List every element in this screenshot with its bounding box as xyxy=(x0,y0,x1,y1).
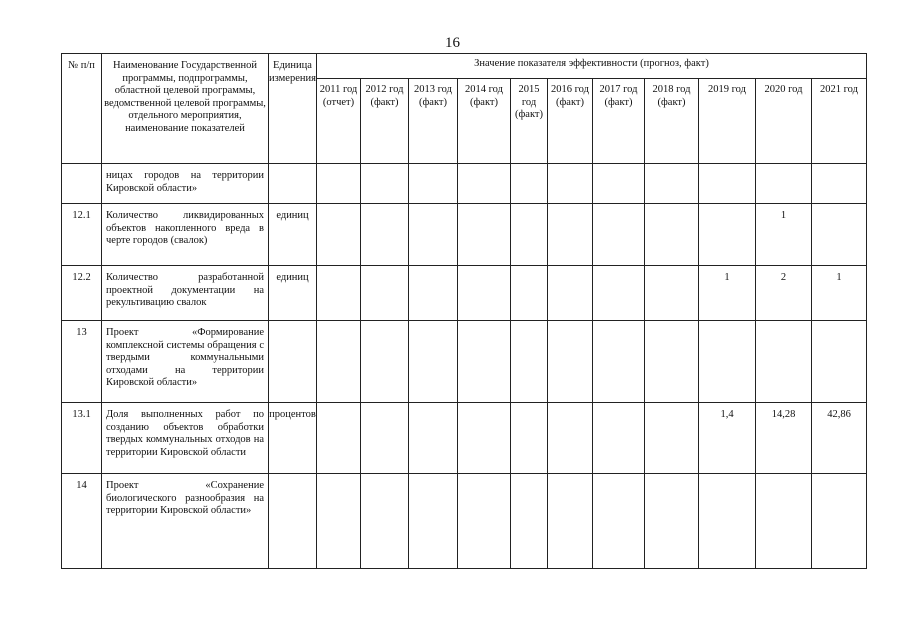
value-cell xyxy=(458,403,511,474)
value-cell xyxy=(699,321,756,403)
value-cell xyxy=(548,321,593,403)
value-cell xyxy=(409,164,458,204)
value-cell: 14,28 xyxy=(756,403,812,474)
header-year: 2016 год (факт) xyxy=(548,79,593,164)
unit-cell xyxy=(269,321,317,403)
value-cell xyxy=(409,474,458,569)
value-cell xyxy=(409,266,458,321)
indicator-name: Проект «Формирование комплексной системы обращения с твердыми коммунальными отходами на территории Кировской области» xyxy=(102,321,269,403)
row-number: 12.1 xyxy=(62,204,102,266)
row-number xyxy=(62,164,102,204)
table-row xyxy=(62,321,867,403)
value-cell: 42,86 xyxy=(812,403,867,474)
header-num: № п/п xyxy=(62,54,102,164)
value-cell xyxy=(699,474,756,569)
value-cell xyxy=(361,403,409,474)
table-row xyxy=(62,403,867,474)
value-cell xyxy=(548,164,593,204)
value-cell: 1 xyxy=(756,204,812,266)
indicator-name: Проект «Сохранение биологического разнообразия на территории Кировской области» xyxy=(102,474,269,569)
value-cell xyxy=(317,164,361,204)
indicator-name: Количество ликвидированных объектов накопленного вреда в черте городов (свалок) xyxy=(102,204,269,266)
value-cell xyxy=(511,474,548,569)
value-cell xyxy=(548,204,593,266)
value-cell xyxy=(593,164,645,204)
value-cell xyxy=(458,266,511,321)
value-cell xyxy=(812,164,867,204)
value-cell xyxy=(593,321,645,403)
table-row xyxy=(62,266,867,321)
value-cell xyxy=(317,474,361,569)
row-number: 12.2 xyxy=(62,266,102,321)
value-cell xyxy=(361,164,409,204)
value-cell xyxy=(361,321,409,403)
value-cell xyxy=(361,266,409,321)
value-cell xyxy=(756,321,812,403)
unit-cell xyxy=(269,164,317,204)
page-number: 16 xyxy=(445,35,460,51)
indicator-name: Количество разработанной проектной документации на рекультивацию свалок xyxy=(102,266,269,321)
indicator-table xyxy=(61,53,867,569)
value-cell xyxy=(511,204,548,266)
value-cell xyxy=(317,321,361,403)
value-cell xyxy=(645,403,699,474)
value-cell xyxy=(317,204,361,266)
header-year: 2021 год xyxy=(812,79,867,164)
header-year: 2011 год (отчет) xyxy=(317,79,361,164)
value-cell: 1,4 xyxy=(699,403,756,474)
header-year: 2019 год xyxy=(699,79,756,164)
header-year: 2020 год xyxy=(756,79,812,164)
value-cell xyxy=(409,321,458,403)
value-cell xyxy=(458,204,511,266)
value-cell xyxy=(645,321,699,403)
value-cell xyxy=(593,403,645,474)
value-cell: 2 xyxy=(756,266,812,321)
value-cell xyxy=(409,403,458,474)
unit-cell: единиц xyxy=(269,266,317,321)
header-year: 2017 год (факт) xyxy=(593,79,645,164)
table-row xyxy=(62,474,867,569)
indicator-name: Доля выполненных работ по созданию объектов обработки твердых коммунальных отходов на территории Кировской области xyxy=(102,403,269,474)
value-cell xyxy=(409,204,458,266)
value-cell: 1 xyxy=(699,266,756,321)
header-values-group: Значение показателя эффективности (прогноз, факт) xyxy=(317,54,867,79)
table-row xyxy=(62,164,867,204)
value-cell xyxy=(511,321,548,403)
value-cell xyxy=(593,204,645,266)
value-cell xyxy=(645,204,699,266)
value-cell xyxy=(645,474,699,569)
unit-cell xyxy=(269,474,317,569)
header-year: 2018 год (факт) xyxy=(645,79,699,164)
value-cell xyxy=(645,164,699,204)
value-cell xyxy=(511,266,548,321)
value-cell xyxy=(361,204,409,266)
row-number: 13 xyxy=(62,321,102,403)
value-cell xyxy=(458,164,511,204)
value-cell xyxy=(458,474,511,569)
unit-cell: процентов xyxy=(269,403,317,474)
indicator-name: ницах городов на территории Кировской области» xyxy=(102,164,269,204)
header-name: Наименование Государственной программы, подпрограммы, областной целевой программы, ведомственной целевой программы, отдельного мероприятия, наименование показателей xyxy=(102,54,269,164)
value-cell xyxy=(548,403,593,474)
value-cell xyxy=(361,474,409,569)
value-cell xyxy=(317,403,361,474)
value-cell xyxy=(699,164,756,204)
value-cell xyxy=(548,474,593,569)
value-cell xyxy=(812,474,867,569)
unit-cell: единиц xyxy=(269,204,317,266)
value-cell xyxy=(756,164,812,204)
value-cell xyxy=(593,474,645,569)
value-cell xyxy=(593,266,645,321)
header-year: 2012 год (факт) xyxy=(361,79,409,164)
value-cell xyxy=(812,204,867,266)
row-number: 13.1 xyxy=(62,403,102,474)
table-row xyxy=(62,204,867,266)
value-cell: 1 xyxy=(812,266,867,321)
value-cell xyxy=(812,321,867,403)
header-unit: Единица измерения xyxy=(269,54,317,164)
value-cell xyxy=(458,321,511,403)
header-year: 2014 год (факт) xyxy=(458,79,511,164)
value-cell xyxy=(645,266,699,321)
value-cell xyxy=(548,266,593,321)
value-cell xyxy=(511,164,548,204)
value-cell xyxy=(699,204,756,266)
header-year: 2015 год (факт) xyxy=(511,79,548,164)
value-cell xyxy=(511,403,548,474)
value-cell xyxy=(317,266,361,321)
header-year: 2013 год (факт) xyxy=(409,79,458,164)
value-cell xyxy=(756,474,812,569)
row-number: 14 xyxy=(62,474,102,569)
